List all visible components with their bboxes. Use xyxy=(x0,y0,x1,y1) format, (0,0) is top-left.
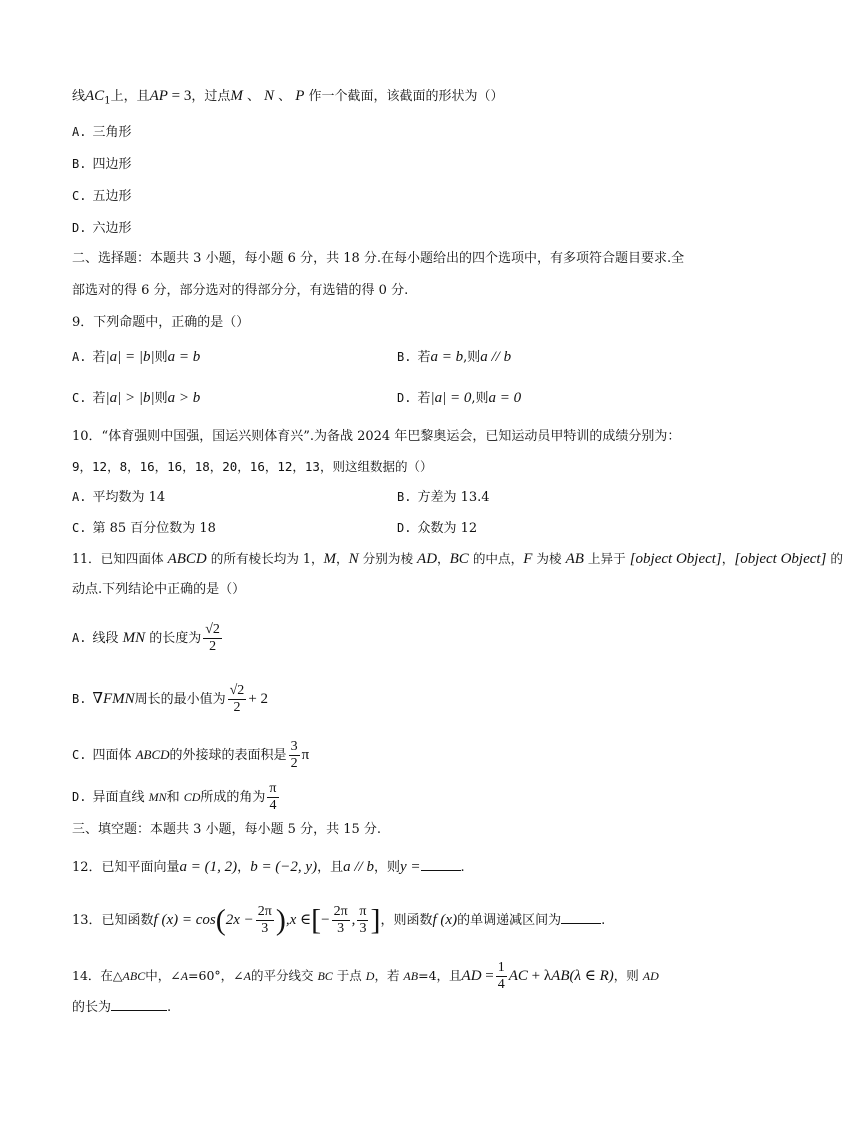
q9-option-a: A. 若|a| = |b|则a = b xyxy=(72,349,201,365)
q8-option-b: B. 四边形 xyxy=(72,157,132,172)
fraction-2pi-over-3: $\frac{2\pi}{3}$ xyxy=(333,904,348,936)
q8-stem-tail: 线$AC_1$上，且AP = 3，过点M 、 N 、 P 作一个截面，该截面的形状为（） xyxy=(72,88,504,107)
q10-option-d: D. 众数为 12 xyxy=(397,521,478,536)
q10-stem-data: 9，12，8，16，16，18，20，16，12，13，则这组数据的（） xyxy=(72,459,433,474)
section2-heading: 二、选择题：本题共 3 小题，每小题 6 分，共 18 分.在每小题给出的四个选项中，有多项符合题目要求.全 xyxy=(72,251,685,266)
fraction-sqrt2-over-2: $\frac{√2}{2}$ xyxy=(205,622,220,654)
q9-stem: 9．下列命题中，正确的是（） xyxy=(72,315,250,330)
q10-stem: 10．“体育强则中国强，国运兴则体育兴”.为备战 2024 年巴黎奥运会，已知运动员甲特训的成绩分别为： xyxy=(72,429,681,444)
fraction-3-over-2: $\frac{3}{2}$ xyxy=(290,739,298,771)
q8-option-d: D. 六边形 xyxy=(72,221,132,236)
q12-stem: 12．已知平面向量a = (1, 2)，b = (−2, y)，且a // b，则y = . xyxy=(72,859,465,875)
answer-blank[interactable] xyxy=(111,1010,167,1011)
answer-blank[interactable] xyxy=(561,923,601,924)
q14-stem: 14．在△ABC中，∠A=60°，∠A的平分线交 BC 于点 D，若 AB=4，且AD = $\frac{1}{4}$ AC + λAB(λ ∈ R)，则 AD xyxy=(72,960,659,992)
q9-option-c: C. 若|a| > |b|则a > b xyxy=(72,390,201,406)
q10-option-a: A. 平均数为 14 xyxy=(72,490,166,505)
fraction-1-over-4: $\frac{1}{4}$ xyxy=(497,960,505,992)
fraction-pi-over-3: $\frac{\pi}{3}$ xyxy=(359,904,367,936)
q14-stem-cont: 的长为 . xyxy=(72,1000,172,1015)
q11-stem: 11．已知四面体 ABCD 的所有棱长均为 1，M，N 分别为棱 AD，BC 的中点，F 为棱 AB 上异于 [object Object]，[object Object] 的 xyxy=(72,551,843,567)
q11-option-a: A. 线段 MN 的长度为 $\frac{√2}{2}$ xyxy=(72,622,220,654)
q9-option-b: B. 若a = b,则a // b xyxy=(397,349,512,365)
q13-stem: 13．已知函数f (x) = cos(2x − $\frac{2\pi}{3}$ ),x ∈[− $\frac{2\pi}{3}$ , $\frac{\pi}{3}$ ]，则函数f (x)的单调递减区间为 . xyxy=(72,903,606,937)
fraction-pi-over-4: $\frac{\pi}{4}$ xyxy=(269,781,277,813)
q8-option-a: A. 三角形 xyxy=(72,125,132,140)
q10-option-c: C. 第 85 百分位数为 18 xyxy=(72,521,216,536)
fraction-2pi-over-3: $\frac{2\pi}{3}$ xyxy=(257,904,272,936)
q11-stem-cont: 动点.下列结论中正确的是（） xyxy=(72,582,246,597)
section3-heading: 三、填空题：本题共 3 小题，每小题 5 分，共 15 分. xyxy=(72,822,382,837)
q11-option-c: C. 四面体 ABCD的外接球的表面积是 $\frac{3}{2}$ π xyxy=(72,739,310,771)
q9-option-d: D. 若|a| = 0,则a = 0 xyxy=(397,390,522,406)
q11-option-b: B. ∇FMN周长的最小值为 $\frac{√2}{2}$ + 2 xyxy=(72,683,269,715)
q11-option-d: D. 异面直线 MN和 CD所成的角为 $\frac{\pi}{4}$ xyxy=(72,781,277,813)
section2-heading-cont: 部选对的得 6 分，部分选对的得部分分，有选错的得 0 分. xyxy=(72,283,409,298)
q8-option-c: C. 五边形 xyxy=(72,189,132,204)
q10-option-b: B. 方差为 13.4 xyxy=(397,490,490,505)
fraction-sqrt2-over-2: $\frac{√2}{2}$ xyxy=(229,683,245,715)
answer-blank[interactable] xyxy=(421,870,461,871)
